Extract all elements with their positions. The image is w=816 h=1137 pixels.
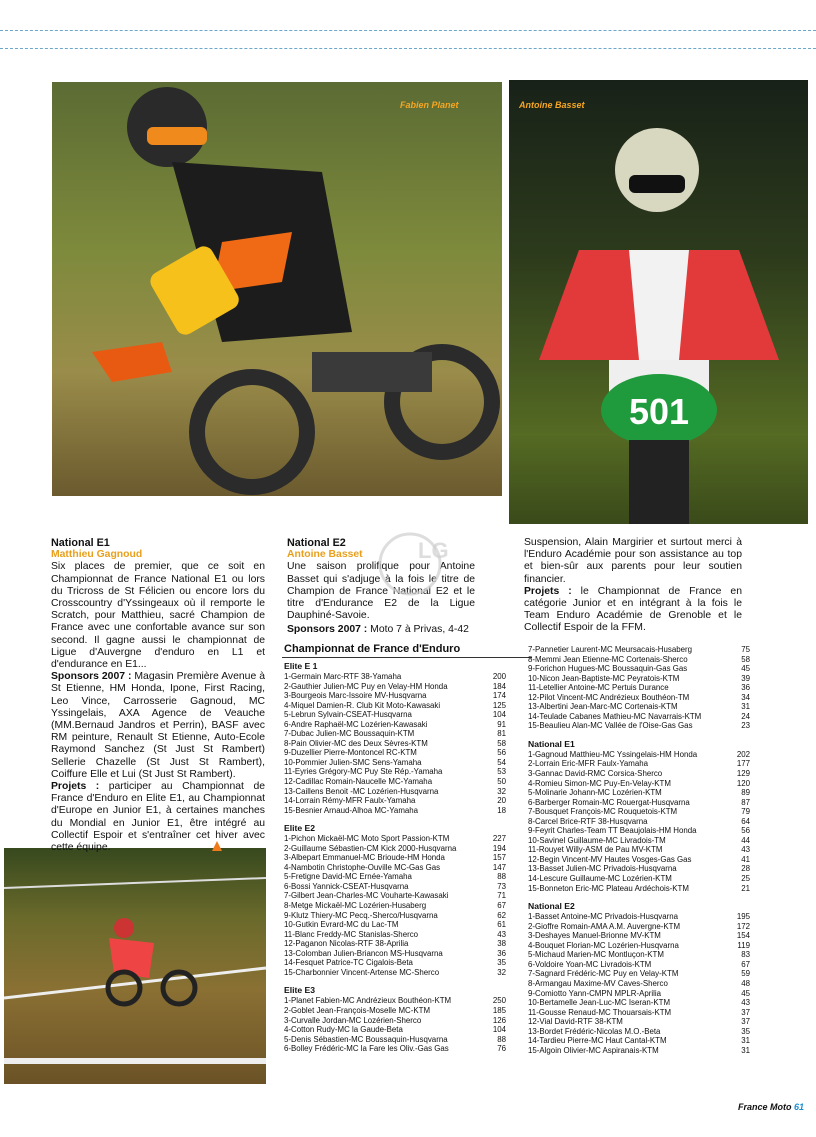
points: 32	[497, 786, 506, 796]
result-row	[528, 779, 750, 789]
points: 73	[497, 881, 506, 891]
result-row	[284, 672, 506, 682]
rider-entry: 6-Voldoire Yoan-MC Livradois-KTM	[528, 959, 652, 969]
photo-caption: Antoine Basset	[519, 100, 585, 110]
points: 119	[737, 940, 750, 950]
result-row	[284, 920, 506, 930]
result-row	[528, 817, 750, 827]
points: 31	[741, 1045, 750, 1055]
points: 194	[492, 843, 506, 853]
points: 174	[492, 691, 506, 701]
points: 43	[741, 998, 750, 1008]
result-row	[284, 748, 506, 758]
points: 87	[741, 797, 750, 807]
result-row	[528, 759, 750, 769]
rider-entry: 2-Lorrain Eric-MFR Faulx-Yamaha	[528, 759, 648, 769]
points: 154	[736, 931, 750, 941]
points: 37	[741, 1007, 750, 1017]
rider-entry: 10-Nicon Jean-Baptiste-MC Peyratois-KTM	[528, 673, 680, 683]
rider-entry: 2-Goblet Jean-François-Moselle MC-KTM	[284, 1005, 431, 1015]
photo-small-enduro	[4, 848, 266, 1084]
points: 48	[741, 978, 750, 988]
points: 88	[497, 1034, 506, 1044]
rider-entry: 5-Fretigne David-MC Ernée-Yamaha	[284, 872, 412, 882]
paragraph: Suspension, Alain Margirier et surtout merci à l'Enduro Académie pour son assistance au top et bien-sûr aux parents pour leur soutien financier.	[524, 537, 742, 585]
rider-entry: 14-Fesquet Patrice-TC Cigalois-Beta	[284, 958, 413, 968]
rider-entry: 13-Colomban Julien-Briancon MS-Husqvarna	[284, 948, 443, 958]
group-gap	[284, 977, 506, 985]
result-row	[528, 979, 750, 989]
points: 61	[497, 920, 506, 930]
result-row	[528, 912, 750, 922]
result-row	[528, 788, 750, 798]
rider-entry: 2-Guillaume Sébastien-CM Kick 2000-Husqvarna	[284, 843, 457, 853]
rider-entry: 6-Andre Raphaël-MC Lozérien-Kawasaki	[284, 719, 428, 729]
rider-entry: 3-Deshayes Manuel-Brionne MV-KTM	[528, 931, 661, 941]
rider-entry: 8-Memmi Jean Etienne-MC Cortenais-Sherco	[528, 654, 688, 664]
rider-entry: 13-Caillens Benoit -MC Lozérien-Husqvarna	[284, 786, 439, 796]
points: 18	[497, 805, 506, 815]
points: 91	[497, 719, 506, 729]
result-row	[528, 1027, 750, 1037]
rider-entry: 1-Gagnoud Matthieu-MC Yssingelais-HM Honda	[528, 749, 698, 759]
result-row	[284, 682, 506, 692]
result-row	[284, 891, 506, 901]
result-row	[528, 998, 750, 1008]
points: 71	[497, 891, 506, 901]
points: 56	[497, 748, 506, 758]
result-row	[284, 996, 506, 1006]
paragraph: Une saison prolifique pour Antoine Basset qui s'adjuge à la fois le titre de Champion de France National E2 et le titre d'Endurance E2 de la Ligue Dauphiné-Savoie.	[287, 561, 475, 622]
result-row	[528, 1017, 750, 1027]
result-row	[528, 941, 750, 951]
points: 38	[497, 939, 506, 949]
rider-entry: 10-Gutkin Evrard-MC du Lac-TM	[284, 920, 399, 930]
result-row	[284, 844, 506, 854]
result-row	[284, 930, 506, 940]
projets-text: participer au Championnat de France d'Enduro en Elite E1, au Championnat d'Europe en Junior E1, à certaines manches du Mondial en Junior E1, être intégré au Collectif Espoir et s'entraîner cet hiver avec cette équipe.	[51, 781, 265, 854]
points: 20	[497, 796, 506, 806]
result-row	[284, 834, 506, 844]
category-heading: Elite E 1	[284, 661, 318, 671]
category-heading: National E2	[528, 901, 575, 912]
result-row	[528, 845, 750, 855]
rider-entry: 15-Beaulieu Alan-MC Vallée de l'Oise-Gas Gas	[528, 721, 693, 731]
rider-entry: 5-Michaud Marien-MC Montluçon-KTM	[528, 950, 664, 960]
result-row	[284, 1016, 506, 1026]
points: 89	[741, 788, 750, 798]
paragraph: Six places de premier, que ce soit en Championnat de France National E1 ou lors du Tricross de St Félicien ou encore lors du Crosscountry d'Yssingeaux où il remporte le Scratch, pour Matthieu, sacré Champion de France avec une confortable avance sur son second. Il gagne aussi le championnat de Ligue d'Auvergne d'enduro en L1 et d'endurance en E1...	[51, 561, 265, 671]
points: 88	[497, 872, 506, 882]
points: 177	[736, 759, 750, 769]
result-row	[528, 826, 750, 836]
result-row	[284, 1025, 506, 1035]
rider-entry: 1-Pichon Mickaël-MC Moto Sport Passion-KTM	[284, 834, 450, 844]
points: 32	[497, 967, 506, 977]
points: 62	[497, 910, 506, 920]
result-row	[528, 836, 750, 846]
result-row	[284, 729, 506, 739]
points: 126	[492, 1015, 506, 1025]
points: 67	[497, 901, 506, 911]
page-number: 61	[793, 1102, 804, 1112]
rider-entry: 6-Barberger Romain-MC Rouergat-Husqvarna	[528, 797, 690, 807]
points: 172	[736, 921, 750, 931]
sponsors-text: Moto 7 à Privas, 4-42	[367, 624, 469, 636]
points: 227	[492, 834, 506, 844]
rider-entry: 4-Romieu Simon-MC Puy-En-Velay-KTM	[528, 778, 671, 788]
rider-entry: 12-Pilot Vincent-MC Andrézieux Bouthéon-TM	[528, 692, 690, 702]
svg-text:501: 501	[628, 391, 690, 432]
points: 58	[741, 654, 750, 664]
points: 31	[741, 702, 750, 712]
result-row	[284, 1044, 506, 1054]
result-row	[528, 683, 750, 693]
result-row	[528, 1008, 750, 1018]
rider-entry: 7-Sagnard Frédéric-MC Puy en Velay-KTM	[528, 969, 679, 979]
article-col-3	[524, 537, 742, 635]
points: 25	[741, 874, 750, 884]
result-row	[528, 960, 750, 970]
rider-entry: 14-Lescure Guillaume-MC Lozérien-KTM	[528, 874, 672, 884]
points: 76	[497, 1044, 506, 1054]
result-row	[284, 758, 506, 768]
rider-entry: 6-Bolley Frédéric-MC la Fare les Oliv.-Gas Gas	[284, 1044, 449, 1054]
rider-entry: 14-Lorrain Rémy-MFR Faulx-Yamaha	[284, 796, 416, 806]
rider-entry: 9-Duzellier Pierre-Montoncel RC-KTM	[284, 748, 417, 758]
rider-entry: 10-Savinel Guillaume-MC Livradois-TM	[528, 835, 666, 845]
rider-entry: 7-Pannetier Laurent-MC Meursacais-Husaberg	[528, 645, 693, 654]
result-row	[284, 710, 506, 720]
sponsors-text: Magasin Première Avenue à St Etienne, HM Honda, Ipone, First Racing, Leo Vince, Carrosserie Gagnoud, MC Yssingelais, AXA Agence de Veauche (MM.Bernaud Jandros et Perrin), BASF avec RM peinture, Renault St Etienne, Auto-Ecole Raymond Sanchez (St Just St Rambert) Sellerie Chazelle (St Just St Rambert), Coiffure Elle et Lui (St Just St Rambert).	[51, 671, 265, 780]
result-row	[284, 777, 506, 787]
projets-text: le Championnat de France en catégorie Junior et en intégrant à la fois le Team Enduro Académie de Grenoble et le Collectif Espoir de la FFM.	[524, 585, 742, 634]
rider-entry: 3-Gannac David-RMC Corsica-Sherco	[528, 769, 663, 779]
points: 184	[492, 681, 506, 691]
result-row	[528, 702, 750, 712]
result-row	[528, 874, 750, 884]
results-col-left	[284, 661, 506, 1054]
result-row	[284, 701, 506, 711]
points: 43	[497, 929, 506, 939]
result-row	[284, 720, 506, 730]
result-row	[528, 855, 750, 865]
points: 53	[497, 767, 506, 777]
rider-entry: 7-Bousquet François-MC Rouquetois-KTM	[528, 807, 678, 817]
projets-label: Projets :	[51, 781, 100, 793]
result-row	[284, 911, 506, 921]
rider-entry: 4-Cotton Rudy-MC la Gaude-Beta	[284, 1025, 403, 1035]
lg-watermark-logo	[360, 524, 470, 604]
result-row	[528, 693, 750, 703]
rider-entry: 10-Pommier Julien-SMC Sens-Yamaha	[284, 757, 422, 767]
section-heading: National E1	[51, 537, 110, 549]
rider-entry: 14-Teulade Cabanes Mathieu-MC Navarrais-KTM	[528, 711, 702, 721]
rider-entry: 1-Basset Antoine-MC Privadois-Husqvarna	[528, 912, 678, 922]
rider-entry: 9-Klutz Thiery-MC Pecq.-Sherco/Husqvarna	[284, 910, 438, 920]
rider-entry: 8-Carcel Brice-RTF 38-Husqvarna	[528, 816, 648, 826]
group-gap	[528, 731, 750, 739]
result-row	[284, 739, 506, 749]
rider-entry: 9-Forichon Hugues-MC Boussaquin-Gas Gas	[528, 664, 688, 674]
rider-entry: 15-Besnier Arnaud-Alhoa MC-Yamaha	[284, 805, 419, 815]
points: 129	[736, 769, 750, 779]
result-row	[528, 1046, 750, 1056]
rider-entry: 15-Algoin Olivier-MC Aspiranais-KTM	[528, 1045, 659, 1055]
points: 157	[492, 853, 506, 863]
sponsors-label: Sponsors 2007 :	[287, 624, 368, 636]
category-heading: National E1	[528, 738, 575, 749]
rider-entry: 5-Lebrun Sylvain-CSEAT-Husqvarna	[284, 710, 412, 720]
points: 200	[492, 672, 506, 681]
rider-entry: 4-Bouquet Florian-MC Lozérien-Husqvarna	[528, 940, 679, 950]
points: 147	[492, 862, 506, 872]
article-col-1	[51, 537, 265, 854]
result-row	[528, 969, 750, 979]
points: 125	[492, 700, 506, 710]
points: 75	[741, 645, 750, 654]
rider-entry: 2-Gauthier Julien-MC Puy en Velay-HM Honda	[284, 681, 448, 691]
rider-entry: 10-Bertamelle Jean-Luc-MC Iseran-KTM	[528, 998, 671, 1008]
result-row	[528, 798, 750, 808]
result-row	[284, 806, 506, 816]
points: 195	[736, 912, 750, 922]
result-row	[284, 968, 506, 978]
result-row	[528, 1036, 750, 1046]
points: 64	[741, 816, 750, 826]
rider-entry: 12-Vial David-RTF 38-KTM	[528, 1017, 623, 1027]
photo-fabien-planet	[52, 82, 502, 496]
points: 50	[497, 777, 506, 787]
points: 24	[741, 711, 750, 721]
points: 31	[741, 1036, 750, 1046]
rider-entry: 13-Basset Julien-MC Privadois-Husqvarna	[528, 864, 677, 874]
result-row	[528, 645, 750, 655]
points: 41	[741, 854, 750, 864]
points: 37	[741, 1017, 750, 1027]
rider-entry: 8-Metge Mickaël-MC Lozérien-Husaberg	[284, 901, 427, 911]
result-row	[528, 655, 750, 665]
rider-entry: 11-Rouyet Willy-ASM de Pau MV-KTM	[528, 845, 663, 855]
top-dashed-rule	[0, 30, 816, 31]
points: 35	[741, 1026, 750, 1036]
points: 67	[741, 959, 750, 969]
result-row	[284, 853, 506, 863]
points: 39	[741, 673, 750, 683]
points: 185	[492, 1005, 506, 1015]
magazine-name: France Moto	[737, 1102, 792, 1112]
section-heading: National E2	[287, 537, 346, 549]
rider-entry: 13-Albertini Jean-Marc-MC Cortenais-KTM	[528, 702, 678, 712]
result-row	[284, 1006, 506, 1016]
rider-entry: 11-Blanc Freddy-MC Stanislas-Sherco	[284, 929, 419, 939]
rider-entry: 2-Gioffre Romain-AMA A.M. Auvergne-KTM	[528, 921, 681, 931]
points: 58	[497, 738, 506, 748]
points: 34	[741, 692, 750, 702]
points: 83	[741, 950, 750, 960]
points: 44	[741, 835, 750, 845]
points: 23	[741, 721, 750, 731]
points: 79	[741, 807, 750, 817]
points: 45	[741, 988, 750, 998]
points: 120	[736, 778, 750, 788]
rider-entry: 12-Cadillac Romain-Naucelle MC-Yamaha	[284, 777, 433, 787]
points: 104	[492, 1025, 506, 1035]
top-dashed-rule	[0, 48, 816, 49]
result-row	[284, 1035, 506, 1045]
results-col-right	[528, 645, 750, 1055]
rider-name: Matthieu Gagnoud	[51, 549, 143, 561]
group-gap	[528, 893, 750, 901]
rider-entry: 1-Germain Marc-RTF 38-Yamaha	[284, 672, 402, 681]
result-row	[528, 674, 750, 684]
result-row	[528, 769, 750, 779]
rider-entry: 8-Armangau Maxime-MV Caves-Sherco	[528, 978, 668, 988]
points: 104	[492, 710, 506, 720]
points: 35	[497, 958, 506, 968]
result-row	[284, 767, 506, 777]
points: 81	[497, 729, 506, 739]
result-row	[284, 882, 506, 892]
rider-entry: 3-Albepart Emmanuel-MC Brioude-HM Honda	[284, 853, 445, 863]
rider-entry: 9-Comiotto Yann-CMPN MPLR-Aprilia	[528, 988, 662, 998]
result-row	[528, 884, 750, 894]
result-row	[528, 721, 750, 731]
points: 21	[741, 883, 750, 893]
rider-entry: 11-Eyries Grégory-MC Puy Ste Rép.-Yamaha	[284, 767, 443, 777]
rider-entry: 14-Tardieu Pierre-MC Haut Cantal-KTM	[528, 1036, 667, 1046]
photo-antoine-basset	[509, 80, 808, 524]
result-row	[284, 949, 506, 959]
rider-entry: 12-Begin Vincent-MV Hautes Vosges-Gas Gas	[528, 854, 692, 864]
table-title: Championnat de France d'Enduro	[284, 643, 461, 655]
result-row	[284, 901, 506, 911]
group-gap	[284, 815, 506, 823]
rider-entry: 12-Paganon Nicolas-RTF 38-Aprilia	[284, 939, 409, 949]
result-row	[528, 750, 750, 760]
rider-entry: 5-Molinarie Johann-MC Lozérien-KTM	[528, 788, 662, 798]
rider-name: Antoine Basset	[287, 549, 363, 561]
rider-entry: 3-Curvalle Jordan-MC Lozérien-Sherco	[284, 1015, 422, 1025]
svg-text:LG: LG	[418, 538, 449, 563]
result-row	[528, 807, 750, 817]
result-row	[284, 872, 506, 882]
points: 250	[492, 996, 506, 1006]
rider-entry: 6-Bossi Yannick-CSEAT-Husqvarna	[284, 881, 409, 891]
sponsors-label: Sponsors 2007 :	[51, 671, 132, 683]
result-row	[528, 950, 750, 960]
category-heading: Elite E3	[284, 985, 316, 996]
rider-entry: 15-Bonneton Eric-MC Plateau Ardéchois-KTM	[528, 883, 689, 893]
rider-entry: 13-Bordet Frédéric-Nicolas M.O.-Beta	[528, 1026, 661, 1036]
rider-entry: 11-Gousse Renaud-MC Thouarsais-KTM	[528, 1007, 672, 1017]
rider-entry: 1-Planet Fabien-MC Andrézieux Bouthéon-KTM	[284, 996, 452, 1006]
result-row	[284, 863, 506, 873]
rider-entry: 3-Bourgeois Marc-Issoire MV-Husqvarna	[284, 691, 427, 701]
result-row	[284, 787, 506, 797]
rider-entry: 11-Letellier Antoine-MC Pertuis Durance	[528, 683, 669, 693]
results-box	[280, 643, 810, 1103]
result-row	[284, 958, 506, 968]
result-row	[528, 712, 750, 722]
rider-entry: 9-Feyrit Charles-Team TT Beaujolais-HM Honda	[528, 826, 697, 836]
result-row	[528, 864, 750, 874]
rider-entry: 4-Miquel Damien-R. Club Kit Moto-Kawasaki	[284, 700, 441, 710]
result-row	[528, 989, 750, 999]
projets-label: Projets :	[524, 585, 572, 597]
points: 28	[741, 864, 750, 874]
points: 45	[741, 664, 750, 674]
title-underline	[282, 657, 532, 658]
rider-entry: 7-Dubac Julien-MC Boussaquin-KTM	[284, 729, 415, 739]
rider-entry: 8-Pain Olivier-MC des Deux Sèvres-KTM	[284, 738, 428, 748]
result-row	[284, 691, 506, 701]
points: 43	[741, 845, 750, 855]
points: 36	[497, 948, 506, 958]
result-row	[284, 939, 506, 949]
category-heading: Elite E2	[284, 823, 316, 834]
points: 54	[497, 757, 506, 767]
rider-entry: 15-Charbonnier Vincent-Artense MC-Sherco	[284, 967, 440, 977]
points: 56	[741, 826, 750, 836]
rider-entry: 5-Denis Sébastien-MC Boussaquin-Husqvarna	[284, 1034, 448, 1044]
points: 202	[736, 749, 750, 759]
page-footer	[738, 1102, 804, 1112]
points: 59	[741, 969, 750, 979]
result-row	[528, 922, 750, 932]
rider-entry: 4-Nambotin Christophe-Ouville MC-Gas Gas	[284, 862, 441, 872]
points: 36	[741, 683, 750, 693]
photo-caption: Fabien Planet	[400, 100, 459, 110]
rider-entry: 7-Gilbert Jean-Charles-MC Vouharte-Kawasaki	[284, 891, 449, 901]
result-row	[528, 931, 750, 941]
result-row	[528, 664, 750, 674]
result-row	[284, 796, 506, 806]
